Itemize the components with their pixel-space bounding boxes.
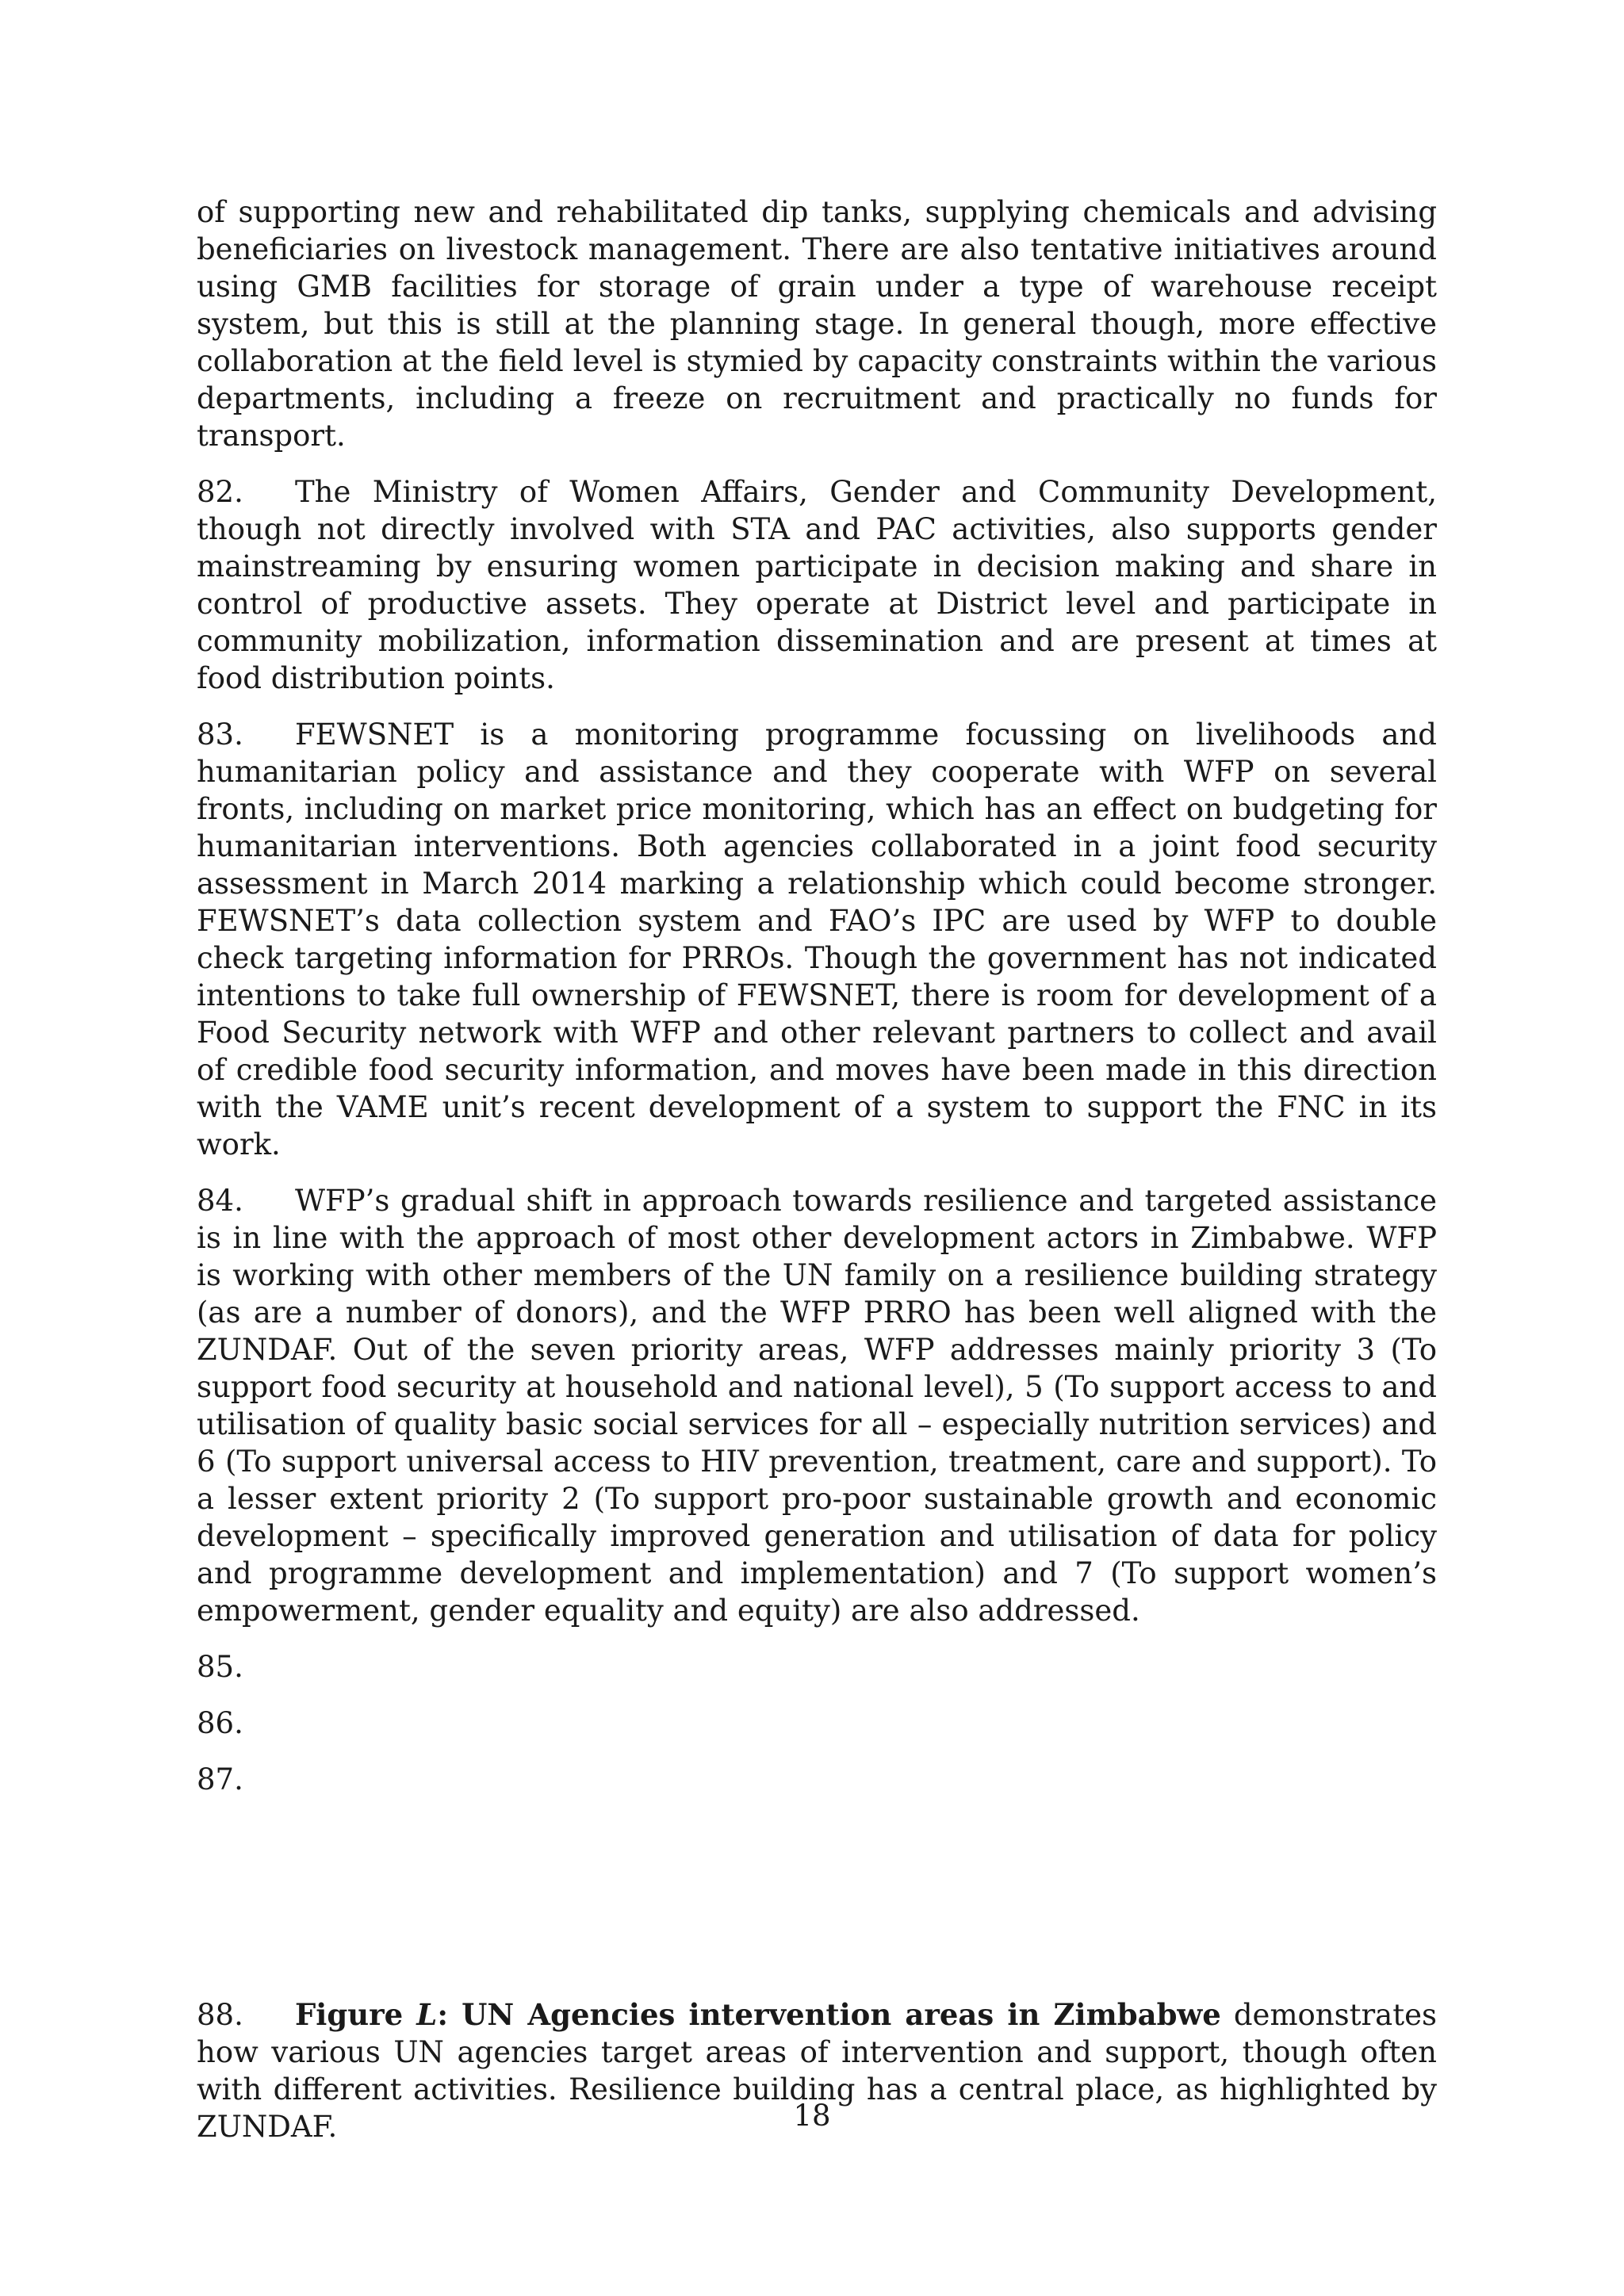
paragraph-85 (197, 1648, 1437, 1686)
page-number: 18 (793, 2099, 831, 2133)
paragraph-87 (197, 1761, 1437, 1798)
paragraph-82 (197, 473, 1437, 697)
paragraph-83 (197, 716, 1437, 1163)
figure-placeholder-space (197, 1817, 1437, 1996)
paragraph-text: demonstrates how various UN agencies target areas of intervention and support, though often with different activities. Resilience building has a central place, as highlighted by ZUNDAF. (197, 1998, 1437, 2144)
page-body (197, 193, 1437, 2164)
figure-letter: L (416, 1997, 438, 2032)
paragraph-text: of supporting new and rehabilitated dip tanks, supplying chemicals and advising beneficiaries on livestock management. There are also tentative initiatives around using GMB facilities for storage of grain under a type of warehouse receipt system, but this is still at the planning stage. In general though, more effective collaboration at the field level is stymied by capacity constraints within the various departments, including a freeze on recruitment and practically no funds for transport. (197, 195, 1437, 453)
paragraph-number: 82. (197, 475, 243, 509)
figure-reference (295, 1997, 1221, 2032)
paragraph-86 (197, 1705, 1437, 1742)
paragraph-84 (197, 1182, 1437, 1629)
paragraph-text: FEWSNET is a monitoring programme focussing on livelihoods and humanitarian policy and assistance and they cooperate with WFP on several fronts, including on market price monitoring, which has an effect on budgeting for humanitarian interventions. Both agencies collaborated in a joint food security assessment in March 2014 marking a relationship which could become stronger. FEWSNET’s data collection system and FAO’s IPC are used by WFP to double check targeting information for PRROs. Though the government has not indicated intentions to take full ownership of FEWSNET, there is room for development of a Food Security network with WFP and other relevant partners to collect and avail of credible food security information, and moves have been made in this direction with the VAME unit’s recent development of a system to support the FNC in its work. (197, 718, 1437, 1161)
paragraph-text: WFP’s gradual shift in approach towards resilience and targeted assistance is in line with the approach of most other development actors in Zimbabwe. WFP is working with other members of the UN family on a resilience building strategy (as are a number of donors), and the WFP PRRO has been well aligned with the ZUNDAF. Out of the seven priority areas, WFP addresses mainly priority 3 (To support food security at household and national level), 5 (To support access to and utilisation of quality basic social services for all – especially nutrition services) and 6 (To support universal access to HIV prevention, treatment, care and support). To a lesser extent priority 2 (To support pro-poor sustainable growth and economic development – specifically improved generation and utilisation of data for policy and programme development and implementation) and 7 (To support women’s empowerment, gender equality and equity) are also addressed. (197, 1184, 1437, 1628)
paragraph-number: 83. (197, 718, 243, 752)
paragraph-number: 84. (197, 1184, 243, 1218)
paragraph-number: 86. (197, 1706, 243, 1740)
figure-prefix: Figure (295, 1997, 417, 2032)
paragraph-number: 85. (197, 1650, 243, 1684)
paragraph-number: 87. (197, 1762, 243, 1797)
paragraph-number: 88. (197, 1998, 243, 2032)
paragraph-continued (197, 193, 1437, 454)
figure-title: : UN Agencies intervention areas in Zimbabwe (437, 1997, 1221, 2032)
paragraph-text: The Ministry of Women Affairs, Gender and Community Development, though not directly involved with STA and PAC activities, also supports gender mainstreaming by ensuring women participate in decision making and share in control of productive assets. They operate at District level and participate in community mobilization, information dissemination and are present at times at food distribution points. (197, 475, 1437, 695)
